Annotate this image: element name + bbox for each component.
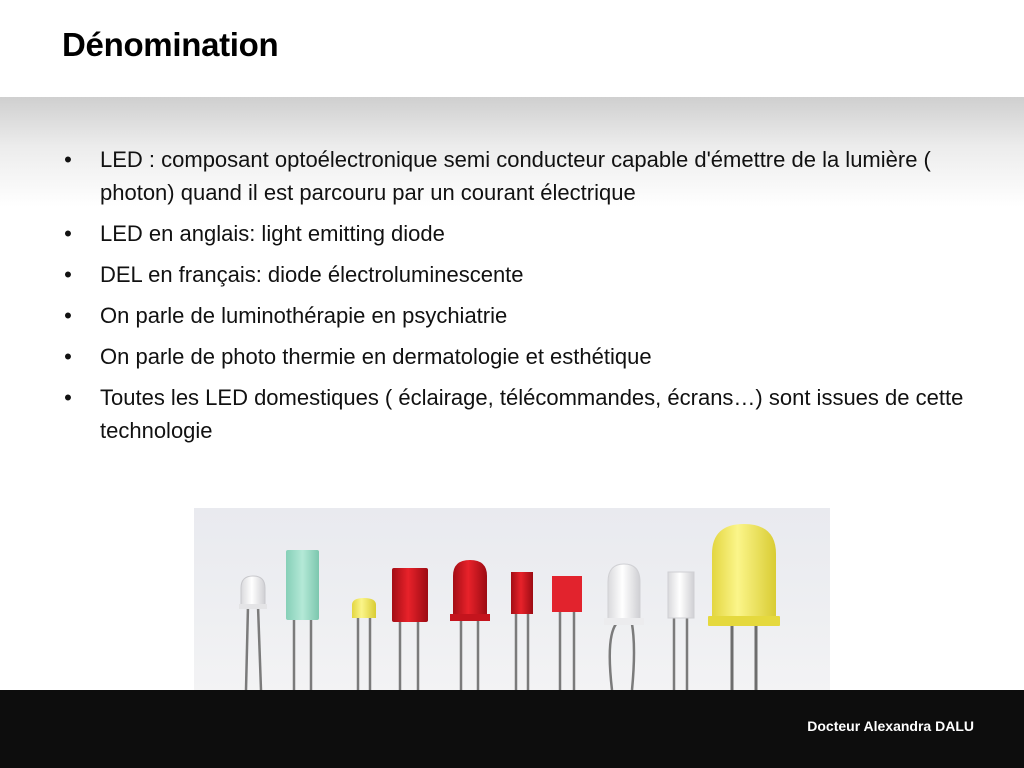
led-red-rectangular xyxy=(392,568,428,690)
bullet-list xyxy=(58,143,978,447)
bullet-dot: • xyxy=(64,262,72,287)
led-red-square xyxy=(552,576,582,690)
led-yellow-large xyxy=(708,524,780,690)
bullet-item-2 xyxy=(58,217,978,250)
led-red-small xyxy=(511,572,533,690)
bullet-item-5 xyxy=(58,340,978,373)
bullet-item-4 xyxy=(58,299,978,332)
bullet-item-6 xyxy=(58,381,978,447)
slide-content xyxy=(58,143,978,455)
led-clear-medium xyxy=(668,572,694,690)
led-photo xyxy=(194,508,830,690)
bullet-dot: • xyxy=(64,344,72,369)
bullet-dot: • xyxy=(64,147,72,172)
bullet-text: On parle de luminothérapie en psychiatrie xyxy=(100,303,508,328)
led-yellow-tiny xyxy=(352,598,376,690)
bullet-dot: • xyxy=(64,221,72,246)
bullet-item-1 xyxy=(58,143,978,209)
bullet-text: LED en anglais: light emitting diode xyxy=(100,221,445,246)
bullet-text: On parle de photo thermie en dermatologie et esthétique xyxy=(100,344,652,369)
footer-bar xyxy=(0,690,1024,768)
bullet-text: LED : composant optoélectronique semi conducteur capable d'émettre de la lumière ( photon) quand il est parcouru par un courant électrique xyxy=(100,147,931,205)
led-red-round xyxy=(450,560,490,690)
led-clear-small xyxy=(239,576,267,690)
bullet-item-3 xyxy=(58,258,978,291)
slide-title: Dénomination xyxy=(62,26,279,63)
bullet-text: DEL en français: diode électroluminescente xyxy=(100,262,524,287)
title-bar xyxy=(0,0,1024,97)
bullet-dot: • xyxy=(64,303,72,328)
led-mint-rectangular xyxy=(286,550,319,690)
led-illustration xyxy=(194,508,830,690)
led-white-diffused xyxy=(604,564,644,690)
bullet-dot: • xyxy=(64,385,72,410)
footer-author: Docteur Alexandra DALU xyxy=(807,718,974,734)
bullet-text: Toutes les LED domestiques ( éclairage, télécommandes, écrans…) sont issues de cette technologie xyxy=(100,385,964,443)
